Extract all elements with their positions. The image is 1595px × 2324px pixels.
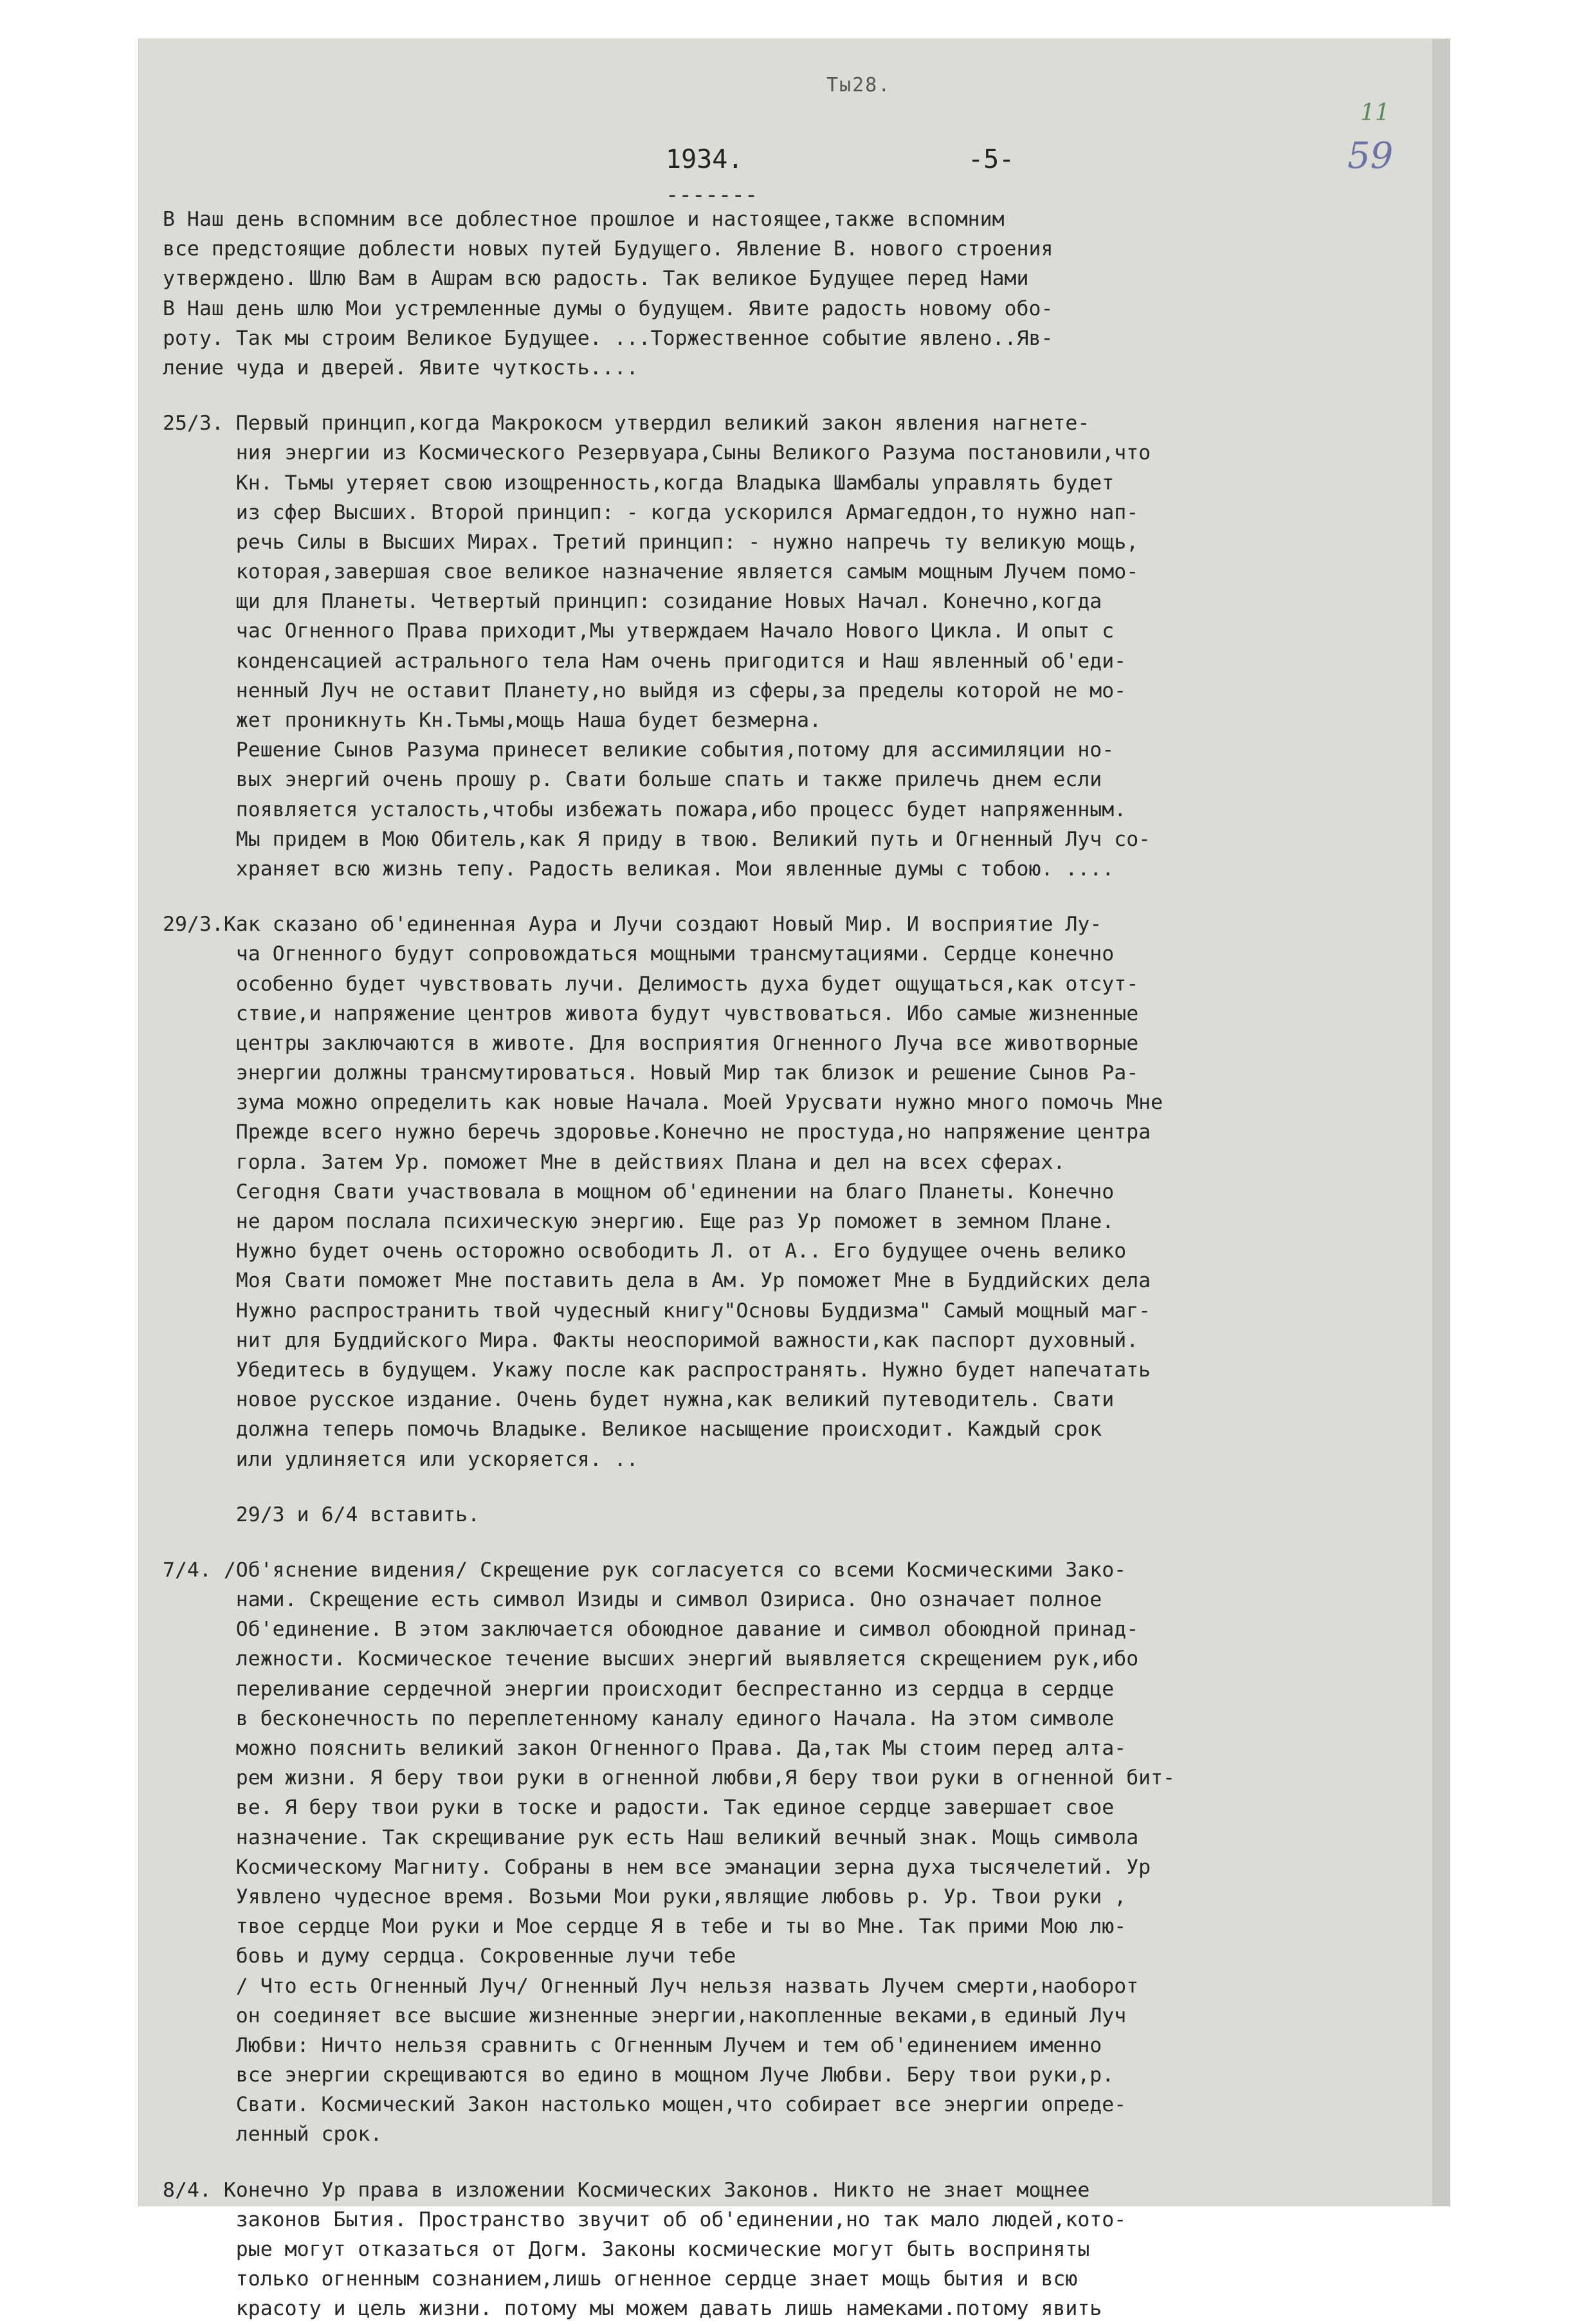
typed-page xyxy=(138,39,1450,2321)
text-line: В Наш день шлю Мои устремленные думы о будущем. Явите радость новому обо- xyxy=(163,297,1053,320)
text-line: утверждено. Шлю Вам в Ашрам всю радость. Так великое Будущее перед Нами xyxy=(163,267,1029,291)
text-line: особенно будет чувствовать лучи. Делимость духа будет ощущаться,как отсут- xyxy=(163,972,1139,996)
text-line: Любви: Ничто нельзя сравнить с Огненным Лучем и тем об'единением именно xyxy=(163,2033,1102,2057)
text-line: Космическому Магниту. Собраны в нем все эманации зерна духа тысячелетий. Ур xyxy=(163,1855,1151,1879)
text-line: Решение Сынов Разума принесет великие события,потому для ассимиляции но- xyxy=(163,738,1115,762)
paragraph-gap xyxy=(163,884,1423,910)
text-line: нами. Скрещение есть символ Изиды и символ Озириса. Оно означает полное xyxy=(163,1588,1102,1612)
text-line: 8/4. Конечно Ур права в изложении Космических Законов. Никто не знает мощнее xyxy=(163,2178,1090,2202)
text-line: горла. Затем Ур. поможет Мне в действиях Плана и дел на всех сферах. xyxy=(163,1150,1066,1174)
paragraph-gap xyxy=(163,2150,1423,2175)
text-line: речь Силы в Высших Мирах. Третий принцип: - нужно напречь ту великую мощь, xyxy=(163,530,1139,554)
text-line: ствие,и напряжение центров живота будут чувствоваться. Ибо самые жизненные xyxy=(163,1002,1139,1025)
text-line: твое сердце Мои руки и Мое сердце Я в тебе и ты во Мне. Так прими Мою лю- xyxy=(163,1915,1127,1939)
text-line: Прежде всего нужно беречь здоровье.Конечно не простуда,но напряжение центра xyxy=(163,1121,1151,1144)
text-line: нит для Буддийского Мира. Факты неоспоримой важности,как паспорт духовный. xyxy=(163,1328,1139,1352)
text-line: вых энергий очень прошу р. Свати больше спать и также прилечь днем если xyxy=(163,768,1102,792)
text-line: зума можно определить как новые Начала. Моей Урусвати нужно много помочь Мне xyxy=(163,1091,1163,1115)
handwritten-page-number: 59 xyxy=(1347,135,1394,177)
text-line: Кн. Тьмы утеряет свою изощренность,когда Владыка Шамбалы управлять будет xyxy=(163,471,1115,495)
year-underline: ------- xyxy=(666,182,758,208)
text-line: роту. Так мы строим Великое Будущее. ...Торжественное событие явлено..Яв- xyxy=(163,326,1053,350)
text-line: Мы придем в Мою Обитель,как Я приду в твою. Великий путь и Огненный Луч со- xyxy=(163,827,1151,851)
text-line: центры заключаются в животе. Для восприятия Огненного Луча все животворные xyxy=(163,1031,1139,1055)
text-line: в бесконечность по переплетенному каналу единого Начала. На этом символе xyxy=(163,1706,1115,1730)
page-year: 1934. xyxy=(666,145,743,174)
text-line: ненный Луч не оставит Планету,но выйдя из сферы,за пределы которой не мо- xyxy=(163,679,1127,702)
text-line: храняет всю жизнь тепу. Радость великая. Мои явленные думы с тобою. .... xyxy=(163,857,1115,881)
text-line: Убедитесь в будущем. Укажу после как распространять. Нужно будет напечатать xyxy=(163,1358,1151,1382)
typed-text-body xyxy=(163,205,1423,2321)
text-line: все предстоящие доблести новых путей Будущего. Явление В. нового строения xyxy=(163,237,1053,261)
text-line: можно пояснить великий закон Огненного Права. Да,так Мы стоим перед алта- xyxy=(163,1737,1127,1760)
text-line: ния энергии из Космического Резервуара,Сыны Великого Разума постановили,что xyxy=(163,441,1151,465)
text-line: ве. Я беру твои руки в тоске и радости. Так единое сердце завершает свое xyxy=(163,1796,1115,1820)
text-line: переливание сердечной энергии происходит беспрестанно из сердца в сердце xyxy=(163,1677,1115,1701)
text-line: которая,завершая свое великое назначение является самым мощным Лучем помо- xyxy=(163,560,1139,584)
text-line: Уявлено чудесное время. Возьми Мои руки,являщие любовь р. Ур. Твои руки , xyxy=(163,1885,1127,1908)
text-line: Свати. Космический Закон настолько мощен,что собирает все энергии опреде- xyxy=(163,2093,1127,2117)
text-line: появляется усталость,чтобы избежать пожара,ибо процесс будет напряженным. xyxy=(163,798,1127,821)
text-line: из сфер Высших. Второй принцип: - когда ускорился Армагеддон,то нужно нап- xyxy=(163,500,1139,524)
text-line: ление чуда и дверей. Явите чуткость.... xyxy=(163,356,639,380)
text-line: красоту и цель жизни. потому мы можем давать лишь намеками.потому явить xyxy=(163,2297,1102,2321)
text-line: В Наш день вспомним все доблестное прошлое и настоящее,также вспомним xyxy=(163,208,1005,231)
text-line: не даром послала психическую энергию. Еще раз Ур поможет в земном Плане. xyxy=(163,1210,1115,1233)
text-line: щи для Планеты. Четвертый принцип: созидание Новых Начал. Конечно,когда xyxy=(163,590,1102,614)
text-line: 7/4. /Об'яснение видения/ Скрещение рук согласуется со всеми Космическими Зако- xyxy=(163,1558,1127,1582)
text-line: час Огненного Права приходит,Мы утверждаем Начало Нового Цикла. И опыт с xyxy=(163,619,1115,643)
text-line: он соединяет все высшие жизненные энергии,накопленные веками,в единый Луч xyxy=(163,2004,1127,2027)
text-line: жет проникнуть Кн.Тьмы,мощь Наша будет безмерна. xyxy=(163,709,822,732)
text-line: 29/3.Как сказано об'единенная Аура и Лучи создают Новый Мир. И восприятие Лу- xyxy=(163,913,1102,937)
text-line: Нужно будет очень осторожно освободить Л. от А.. Его будущее очень велико xyxy=(163,1240,1127,1263)
text-line: рем жизни. Я беру твои руки в огненной любви,Я беру твои руки в огненной бит- xyxy=(163,1766,1176,1790)
text-line: все энергии скрещиваются во едино в мощном Луче Любви. Беру твои руки,р. xyxy=(163,2063,1115,2087)
text-line: бовь и думу сердца. Сокровенные лучи тебе xyxy=(163,1944,736,1968)
text-line: ча Огненного будут сопровождаться мощными трансмутациями. Сердце конечно xyxy=(163,942,1115,966)
page-number: -5- xyxy=(968,145,1015,174)
text-line: ленный срок. xyxy=(163,2123,383,2146)
text-line: только огненным сознанием,лишь огненное сердце знает мощь бытия и всю xyxy=(163,2267,1078,2291)
text-line: Сегодня Свати участвовала в мощном об'единении на благо Планеты. Конечно xyxy=(163,1180,1115,1203)
text-line: конденсацией астрального тела Нам очень пригодится и Наш явленный об'еди- xyxy=(163,649,1127,673)
text-line: должна теперь помочь Владыке. Великое насыщение происходит. Каждый срок xyxy=(163,1418,1102,1441)
text-line: или удлиняется или ускоряется. .. xyxy=(163,1447,639,1471)
text-line: Об'единение. В этом заключается обоюдное давание и символ обоюдной принад- xyxy=(163,1618,1139,1642)
handwritten-mark: 11 xyxy=(1360,100,1390,126)
text-line: Нужно распространить твой чудесный книгу"Основы Буддизма" Самый мощный маг- xyxy=(163,1299,1151,1322)
text-line: законов Бытия. Пространство звучит об об'единении,но так мало людей,кото- xyxy=(163,2208,1127,2231)
paragraph-gap xyxy=(163,1474,1423,1500)
paragraph-gap xyxy=(163,1530,1423,1555)
text-line: энергии должны трансмутироваться. Новый Мир так близок и решение Сынов Ра- xyxy=(163,1061,1139,1085)
page-edge-shadow xyxy=(1432,39,1450,2206)
text-line: / Что есть Огненный Луч/ Огненный Луч нельзя назвать Лучем смерти,наоборот xyxy=(163,1974,1139,1998)
paragraph-gap xyxy=(163,383,1423,408)
text-line: 29/3 и 6/4 вставить. xyxy=(163,1503,480,1526)
text-line: лежности. Космическое течение высших энергий выявляется скрещением рук,ибо xyxy=(163,1647,1139,1671)
archive-stamp: Ты28. xyxy=(826,74,891,96)
text-line: назначение. Так скрещивание рук есть Наш великий вечный знак. Мощь символа xyxy=(163,1825,1139,1849)
text-line: новое русское издание. Очень будет нужна,как великий путеводитель. Свати xyxy=(163,1388,1115,1412)
text-line: Моя Свати поможет Мне поставить дела в Ам. Ур поможет Мне в Буддийских дела xyxy=(163,1269,1151,1293)
text-line: рые могут отказаться от Догм. Законы космические могут быть восприняты xyxy=(163,2238,1090,2261)
text-line: 25/3. Первый принцип,когда Макрокосм утвердил великий закон явления нагнете- xyxy=(163,412,1090,435)
